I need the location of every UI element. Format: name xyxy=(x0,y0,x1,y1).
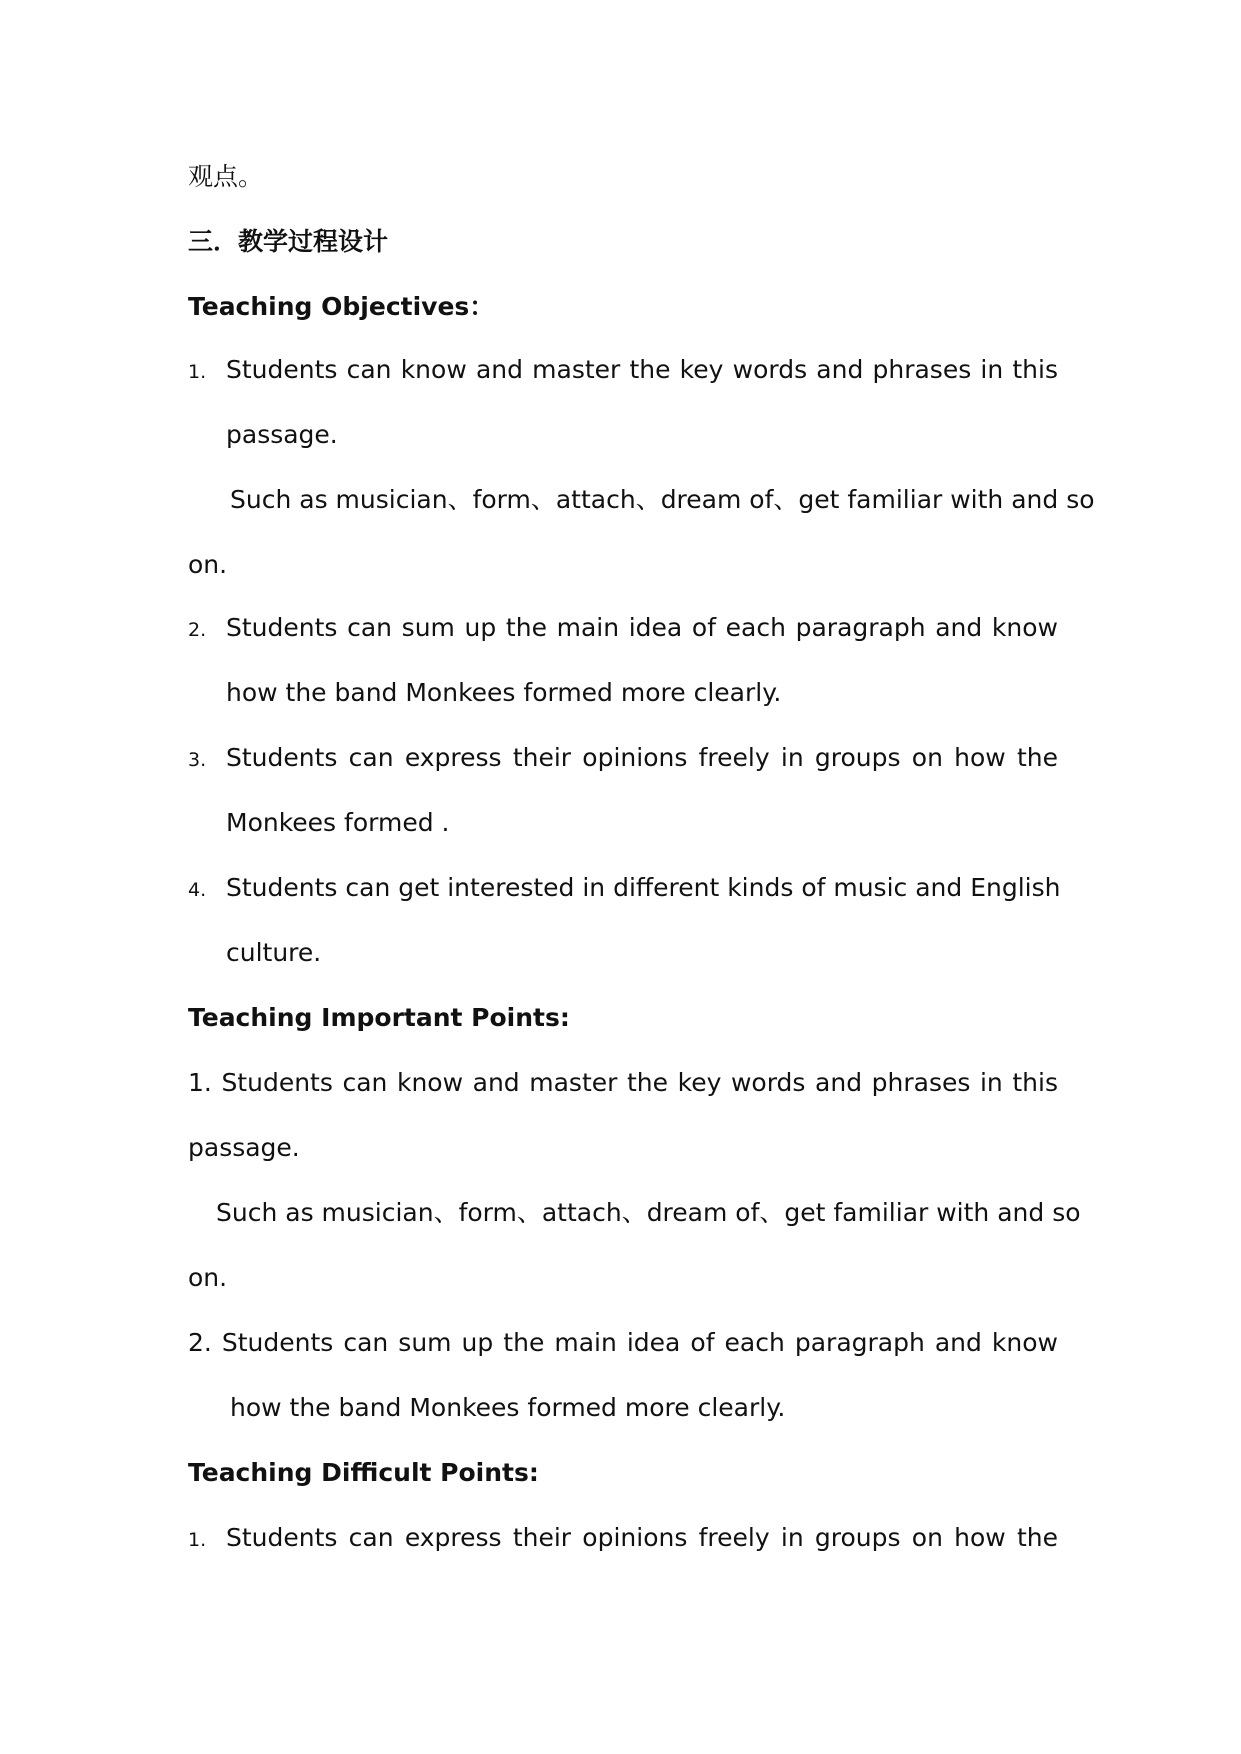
objectives-such-as-line2: on. xyxy=(188,550,228,579)
important-item-1-line2: passage. xyxy=(188,1133,300,1162)
objective-3-number: 3. xyxy=(188,749,207,771)
objectives-heading: Teaching Objectives： xyxy=(188,292,495,321)
important-item-1-line1: 1. Students can know and master the key words and phrases in this xyxy=(188,1068,1058,1097)
important-such-as-line1: Such as musician、form、attach、dream of、get familiar with and so xyxy=(216,1198,1081,1227)
section-heading: 三．教学过程设计 xyxy=(188,227,389,256)
objective-2-line1: Students can sum up the main idea of each paragraph and know xyxy=(226,613,1058,642)
difficult-item-1-line1: Students can express their opinions freely in groups on how the xyxy=(226,1523,1058,1552)
objectives-such-as-line1: Such as musician、form、attach、dream of、get familiar with and so xyxy=(230,485,1095,514)
objective-4-line1: Students can get interested in different kinds of music and English xyxy=(226,873,1061,902)
important-points-heading: Teaching Important Points: xyxy=(188,1003,570,1032)
objective-2-number: 2. xyxy=(188,619,207,641)
objective-3-line2: Monkees formed . xyxy=(226,808,450,837)
difficult-points-heading: Teaching Difficult Points: xyxy=(188,1458,539,1487)
objective-2-line2: how the band Monkees formed more clearly. xyxy=(226,678,782,707)
continued-text: 观点。 xyxy=(188,162,264,191)
important-item-2-line2: how the band Monkees formed more clearly. xyxy=(230,1393,786,1422)
difficult-item-1-number: 1. xyxy=(188,1529,207,1551)
objective-3-line1: Students can express their opinions freely in groups on how the xyxy=(226,743,1058,772)
objective-4-line2: culture. xyxy=(226,938,322,967)
important-such-as-line2: on. xyxy=(188,1263,228,1292)
objective-1-line1: Students can know and master the key words and phrases in this xyxy=(226,355,1058,384)
important-item-2-line1: 2. Students can sum up the main idea of each paragraph and know xyxy=(188,1328,1058,1357)
objective-1-number: 1. xyxy=(188,361,207,383)
objective-1-line2: passage. xyxy=(226,420,338,449)
objective-4-number: 4. xyxy=(188,879,207,901)
